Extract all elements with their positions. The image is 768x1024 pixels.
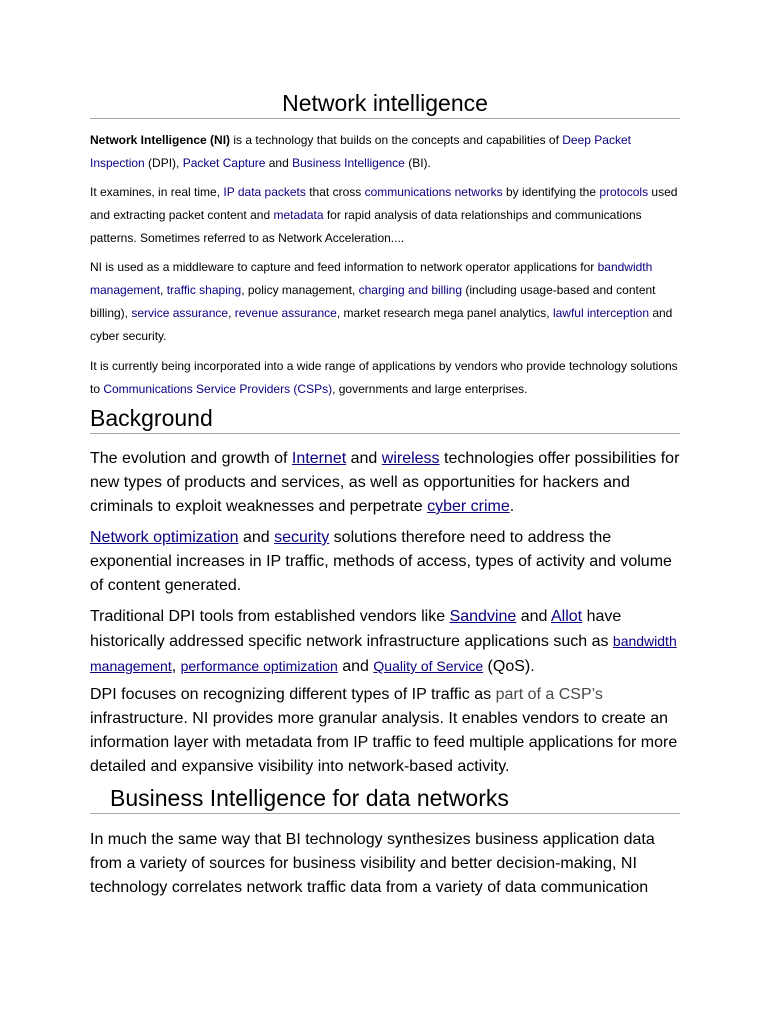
- link-charging-and-billing[interactable]: charging and billing: [358, 283, 463, 297]
- background-divider: [90, 433, 680, 434]
- title-divider: [90, 118, 680, 119]
- text: used and extracting packet content and: [90, 185, 678, 222]
- text: It is currently being incorporated into a wide range of applications by vendors who provide technology solutions to: [90, 359, 678, 396]
- bi-divider: [90, 813, 680, 814]
- background-paragraph-1: [90, 447, 680, 519]
- page-title: Network intelligence: [282, 90, 488, 116]
- background-paragraph-4: [90, 683, 680, 779]
- link-lawful-interception[interactable]: lawful interception: [552, 306, 649, 320]
- text: and: [516, 608, 551, 625]
- intro-paragraph-2: [90, 181, 680, 250]
- text: (DPI),: [144, 156, 183, 170]
- intro-paragraph-1: [90, 129, 680, 175]
- bi-paragraph-1: In much the same way that BI technology synthesizes business application data from a variety of sources for business visibility and better decision-making, NI technology correlates network traffic data from a variety of data communication: [90, 831, 655, 896]
- link-quality-of-service[interactable]: Quality of Service: [373, 658, 484, 674]
- link-cyber-crime[interactable]: cyber crime: [427, 498, 510, 515]
- text: is a technology that builds on the concepts and capabilities of: [230, 133, 563, 147]
- link-traffic-shaping[interactable]: traffic shaping: [166, 283, 242, 297]
- text: and cyber security.: [90, 306, 673, 343]
- link-business-intelligence[interactable]: Business Intelligence: [292, 156, 405, 170]
- text: ,: [171, 658, 181, 675]
- text: , market research mega panel analytics,: [336, 306, 553, 320]
- text: have historically addressed specific network infrastructure applications such as: [90, 608, 622, 650]
- text: (QoS).: [483, 658, 535, 675]
- link-bandwidth-management-2[interactable]: bandwidth management: [90, 633, 677, 674]
- link-security[interactable]: security: [274, 529, 330, 546]
- text: NI is used as a middleware to capture and feed information to network operator applications for: [90, 260, 598, 274]
- text: and: [238, 529, 275, 546]
- link-allot[interactable]: Allot: [551, 608, 583, 625]
- link-metadata[interactable]: metadata: [273, 208, 324, 222]
- text: ,: [160, 283, 167, 297]
- text: infrastructure. NI provides more granular analysis. It enables vendors to create an information layer with metadata from IP traffic to feed multiple applications for more detailed and expansive visibility into network-based activity.: [90, 710, 678, 775]
- text: part of a CSP’s: [495, 686, 603, 703]
- text: by identifying the: [502, 185, 600, 199]
- text: .: [509, 498, 515, 515]
- text: Traditional DPI tools from established vendors like: [90, 608, 450, 625]
- text: (BI).: [404, 156, 431, 170]
- text: and: [265, 156, 293, 170]
- heading-business-intelligence: Business Intelligence for data networks: [110, 785, 509, 811]
- link-revenue-assurance[interactable]: revenue assurance: [234, 306, 337, 320]
- link-service-assurance[interactable]: service assurance: [131, 306, 229, 320]
- term-bold: Network Intelligence (NI): [90, 133, 231, 147]
- text: that cross: [305, 185, 365, 199]
- heading-background: Background: [90, 405, 213, 431]
- link-protocols[interactable]: protocols: [599, 185, 649, 199]
- intro-paragraph-4: [90, 355, 680, 401]
- text: for rapid analysis of data relationships and communications patterns. Sometimes referred to as Network Acceleration....: [90, 208, 642, 245]
- link-ip-data-packets[interactable]: IP data packets: [223, 185, 306, 199]
- link-communications-service-providers[interactable]: Communications Service Providers (CSPs): [103, 382, 333, 396]
- text: solutions therefore need to address the exponential increases in IP traffic, methods of access, types of activity and volume of content generated.: [90, 529, 672, 594]
- link-deep-packet-inspection[interactable]: Deep Packet Inspection: [90, 133, 631, 170]
- text: It examines, in real time,: [90, 185, 224, 199]
- link-packet-capture[interactable]: Packet Capture: [182, 156, 266, 170]
- link-communications-networks[interactable]: communications networks: [364, 185, 503, 199]
- link-internet[interactable]: Internet: [291, 450, 347, 467]
- link-performance-optimization[interactable]: performance optimization: [180, 658, 338, 674]
- text: and: [337, 658, 374, 675]
- text: The evolution and growth of: [90, 450, 292, 467]
- intro-paragraph-3: [90, 256, 680, 348]
- text: , policy management,: [241, 283, 359, 297]
- link-network-optimization[interactable]: Network optimization: [90, 529, 239, 546]
- background-paragraph-3: [90, 605, 680, 679]
- text: technologies offer possibilities for new types of products and services, as well as opportunities for hackers and criminals to exploit weaknesses and perpetrate: [90, 450, 680, 515]
- text: DPI focuses on recognizing different types of IP traffic as: [90, 686, 496, 703]
- text: (including usage-based and content billing),: [90, 283, 656, 320]
- text: , governments and large enterprises.: [332, 382, 528, 396]
- link-wireless[interactable]: wireless: [381, 450, 440, 467]
- background-paragraph-2: [90, 526, 680, 598]
- link-sandvine[interactable]: Sandvine: [449, 608, 517, 625]
- link-bandwidth-management[interactable]: bandwidth management: [90, 260, 653, 297]
- text: ,: [228, 306, 235, 320]
- text: and: [346, 450, 382, 467]
